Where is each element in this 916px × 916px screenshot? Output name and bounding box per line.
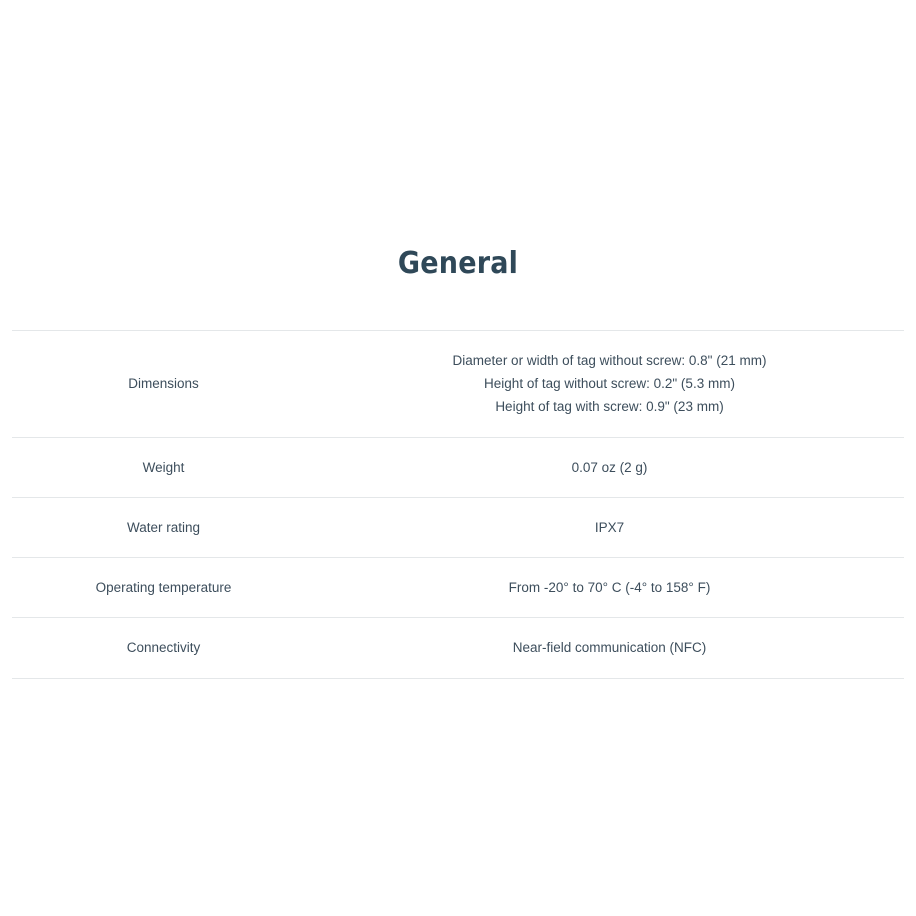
table-row bbox=[12, 497, 904, 557]
spec-value bbox=[315, 618, 904, 678]
spec-value-line: IPX7 bbox=[594, 519, 625, 535]
spec-label: Operating temperature bbox=[95, 580, 232, 596]
specifications-table bbox=[12, 330, 904, 679]
spec-value bbox=[315, 437, 904, 497]
table-row bbox=[12, 618, 904, 678]
spec-label: Weight bbox=[142, 459, 185, 475]
spec-value bbox=[315, 331, 904, 438]
spec-value-line: From -20° to 70° C (-4° to 158° F) bbox=[508, 580, 711, 596]
spec-value-line: Height of tag with screw: 0.9" (23 mm) bbox=[495, 399, 724, 415]
spec-value-line: Height of tag without screw: 0.2" (5.3 mm) bbox=[484, 376, 735, 392]
spec-value bbox=[315, 558, 904, 618]
spec-label: Water rating bbox=[126, 519, 201, 535]
spec-value bbox=[315, 497, 904, 557]
spec-value-line: Near-field communication (NFC) bbox=[512, 640, 707, 656]
spec-label: Connectivity bbox=[126, 640, 201, 656]
table-row bbox=[12, 558, 904, 618]
general-spec-section bbox=[0, 246, 916, 679]
table-row bbox=[12, 331, 904, 438]
spec-value-line: Diameter or width of tag without screw: 0.8" (21 mm) bbox=[452, 353, 767, 368]
spec-label: Dimensions bbox=[128, 376, 199, 392]
table-row bbox=[12, 437, 904, 497]
spec-value-line: 0.07 oz (2 g) bbox=[571, 459, 648, 475]
page-title: General bbox=[397, 246, 519, 281]
